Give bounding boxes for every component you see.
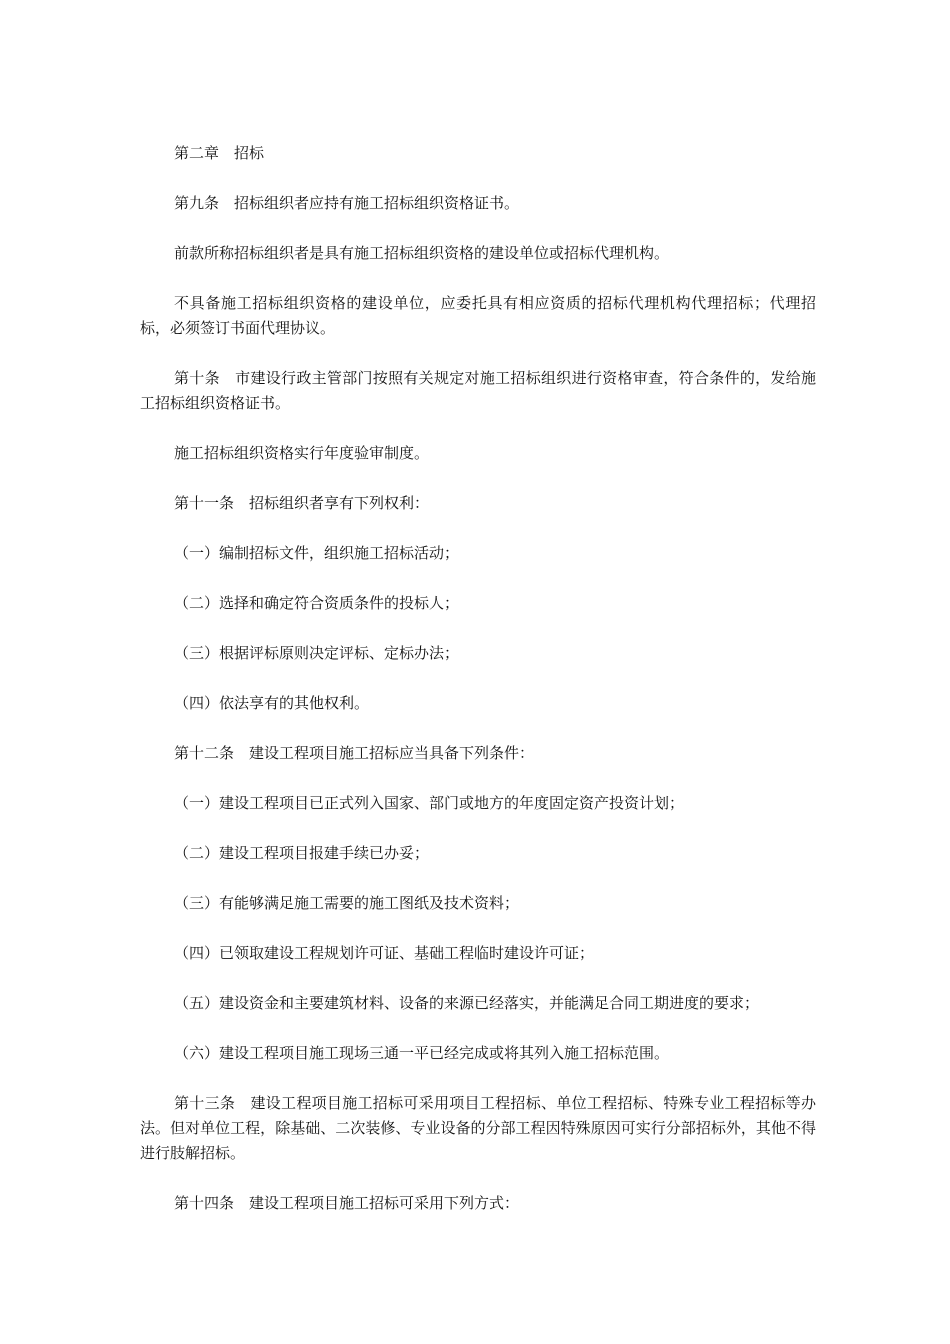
- article-10: 第十条 市建设行政主管部门按照有关规定对施工招标组织进行资格审查，符合条件的，发给施工招标组织资格证书。: [140, 369, 816, 412]
- article-11-item-2: （二）选择和确定符合资质条件的投标人；: [174, 594, 460, 612]
- article-9-paragraph-3: 不具备施工招标组织资格的建设单位，应委托具有相应资质的招标代理机构代理招标；代理招标，必须签订书面代理协议。: [140, 294, 816, 337]
- article-12-item-4: （四）已领取建设工程规划许可证、基础工程临时建设许可证；: [174, 944, 595, 962]
- article-11-item-3: （三）根据评标原则决定评标、定标办法；: [174, 644, 460, 662]
- article-12-item-6: （六）建设工程项目施工现场三通一平已经完成或将其列入施工招标范围。: [174, 1044, 670, 1062]
- article-14: 第十四条 建设工程项目施工招标可采用下列方式：: [174, 1194, 520, 1212]
- article-11-item-1: （一）编制招标文件，组织施工招标活动；: [174, 544, 460, 562]
- article-12-item-3: （三）有能够满足施工需要的施工图纸及技术资料；: [174, 894, 520, 912]
- article-11: 第十一条 招标组织者享有下列权利：: [174, 494, 430, 512]
- article-10-paragraph-2: 施工招标组织资格实行年度验审制度。: [174, 444, 430, 462]
- article-9-paragraph-2: 前款所称招标组织者是具有施工招标组织资格的建设单位或招标代理机构。: [174, 244, 670, 262]
- article-11-item-4: （四）依法享有的其他权利。: [174, 694, 370, 712]
- chapter-heading: 第二章 招标: [174, 144, 265, 162]
- article-12: 第十二条 建设工程项目施工招标应当具备下列条件：: [174, 744, 535, 762]
- article-12-item-2: （二）建设工程项目报建手续已办妥；: [174, 844, 430, 862]
- article-12-item-5: （五）建设资金和主要建筑材料、设备的来源已经落实，并能满足合同工期进度的要求；: [174, 994, 760, 1012]
- article-13: 第十三条 建设工程项目施工招标可采用项目工程招标、单位工程招标、特殊专业工程招标等办法。但对单位工程，除基础、二次装修、专业设备的分部工程因特殊原因可实行分部招标外，其他不得进行肢解招标。: [140, 1094, 816, 1162]
- article-12-item-1: （一）建设工程项目已正式列入国家、部门或地方的年度固定资产投资计划；: [174, 794, 685, 812]
- article-9: 第九条 招标组织者应持有施工招标组织资格证书。: [174, 194, 520, 212]
- document-body: [140, 141, 816, 1241]
